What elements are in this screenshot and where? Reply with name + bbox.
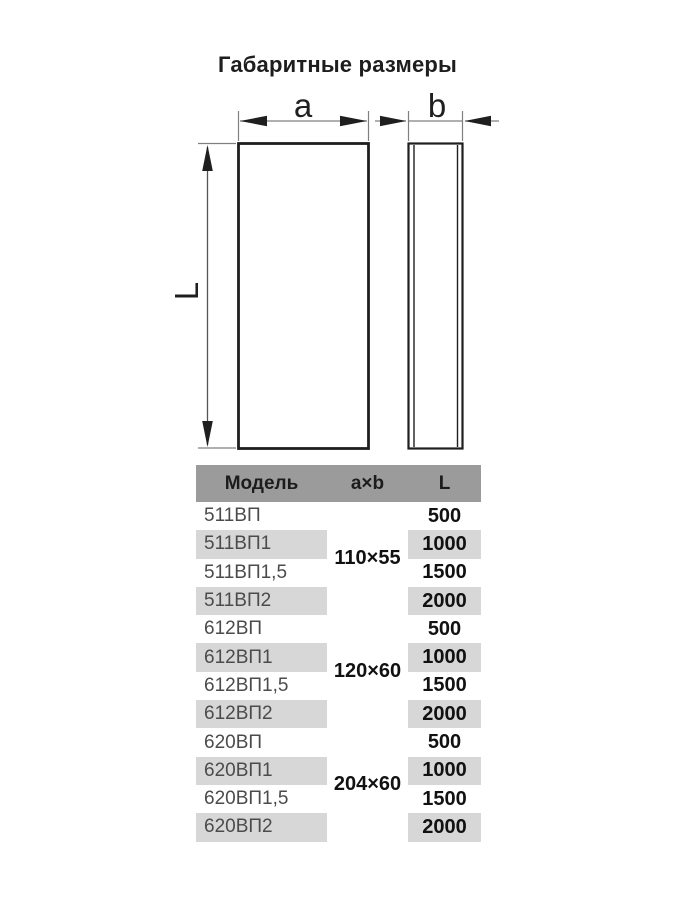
model-cell: 612ВП1,5 <box>204 674 289 696</box>
table-body <box>196 502 481 842</box>
dim-l-arrow-top <box>202 145 213 171</box>
model-cell: 612ВП1 <box>196 643 327 671</box>
model-cell: 511ВП2 <box>196 587 327 615</box>
dim-l-arrow-bottom <box>202 421 213 447</box>
dim-label-l: L <box>168 281 205 301</box>
model-cell: 511ВП1,5 <box>204 561 288 583</box>
length-cell: 1000 <box>408 530 481 558</box>
length-cell: 1500 <box>422 561 467 584</box>
length-cell: 1500 <box>422 787 467 810</box>
length-cell: 500 <box>427 731 462 754</box>
model-cell: 612ВП <box>204 618 263 640</box>
length-cell: 1000 <box>408 757 481 785</box>
table-header-row <box>196 465 481 502</box>
length-cell: 1000 <box>408 643 481 671</box>
dim-a-arrow-right <box>340 116 367 126</box>
model-cell: 511ВП <box>204 505 261 527</box>
col-header-ab: a×b <box>350 472 385 494</box>
length-cell: 500 <box>427 504 462 527</box>
model-cell: 620ВП2 <box>196 813 327 841</box>
dim-label-a: a <box>293 87 313 124</box>
ab-cell: 120×60 <box>333 660 402 683</box>
ab-cell: 110×55 <box>334 547 401 570</box>
size-table <box>196 465 481 842</box>
dim-label-b: b <box>427 87 447 124</box>
dim-b-arrow-left <box>380 116 407 126</box>
model-cell: 620ВП1 <box>196 757 327 785</box>
dim-b-arrow-right <box>465 116 492 126</box>
side-view-outline <box>409 144 463 449</box>
dim-a-arrow-left <box>240 116 267 126</box>
model-cell: 511ВП1 <box>196 530 327 558</box>
length-cell: 2000 <box>408 813 481 841</box>
ab-cell: 204×60 <box>333 773 402 796</box>
page-title: Габаритные размеры <box>217 52 458 77</box>
model-cell: 620ВП1,5 <box>204 788 289 810</box>
model-cell: 620ВП <box>204 731 263 753</box>
col-header-model: Модель <box>224 472 299 494</box>
front-view-outline <box>239 144 369 449</box>
length-cell: 2000 <box>408 587 481 615</box>
length-cell: 2000 <box>408 700 481 728</box>
length-cell: 500 <box>427 617 462 640</box>
model-cell: 612ВП2 <box>196 700 327 728</box>
col-header-l: L <box>438 472 451 494</box>
length-cell: 1500 <box>422 674 467 697</box>
